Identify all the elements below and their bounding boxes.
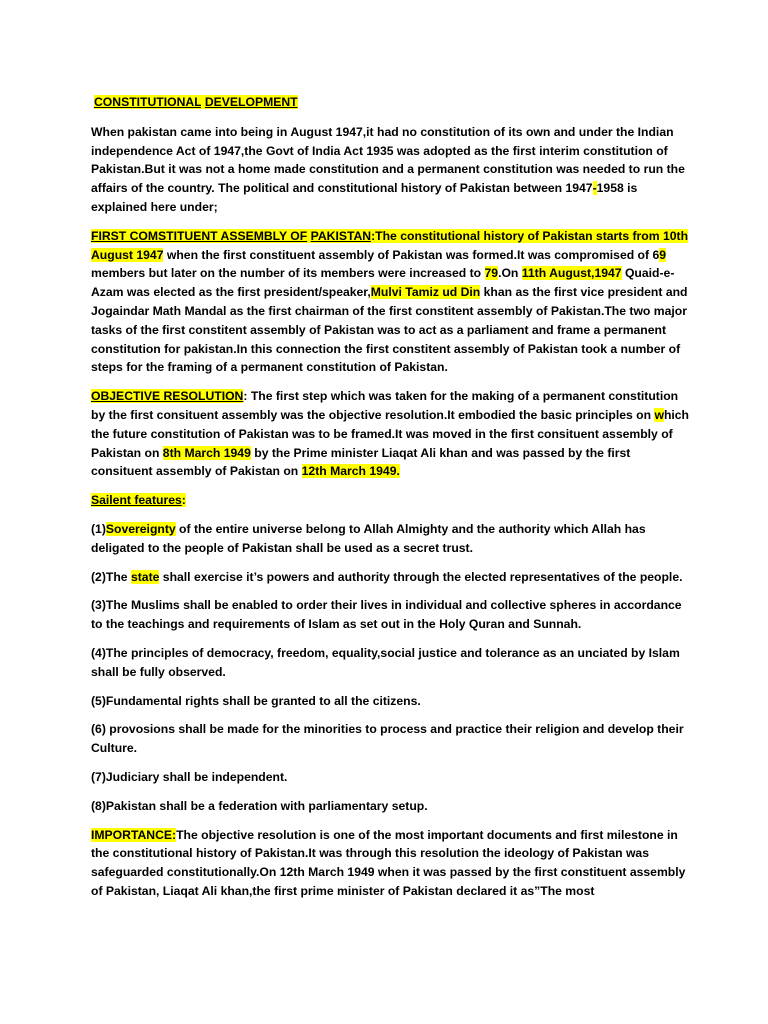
assembly-highlight-nine: 9: [659, 247, 667, 262]
feature-highlight-state: state: [130, 569, 160, 584]
document-page: [91, 93, 691, 911]
intro-text-end: 1958 is explained here under;: [91, 181, 638, 214]
assembly-text: when the first constituent assembly of Pakistan was formed.It was compromised of 6: [163, 247, 660, 262]
objective-highlight-passed-date: 12th March 1949.: [301, 464, 400, 479]
assembly-highlight-79: 79: [484, 266, 499, 281]
assembly-text: khan as the first vice president and Jogaindar Math Mandal as the first chairman of the first constitent assembly of Pakistan.The two major tasks of the first constitent assembly of Pakistan was to act as a parliament and frame a permanent constitution for pakistan.In this connection the first constitent assembly of Pakistan took a number of steps for the framing of a permanent constitution of Pakistan.: [91, 285, 688, 375]
importance-heading: IMPORTANCE:: [91, 827, 177, 842]
assembly-heading: FIRST COMSTITUENT ASSEMBLY OF: [91, 228, 308, 243]
feature-highlight-sovereignty: Sovereignty: [105, 521, 176, 536]
objective-highlight-moved-date: 8th March 1949: [162, 445, 251, 460]
feature-text: of the entire universe belong to Allah Almighty and the authority which Allah has deligated to the people of Pakistan shall be used as a secret trust.: [91, 521, 646, 555]
feature-item-4: (4)The principles of democracy, freedom, equality,social justice and tolerance as an unciated by Islam shall be fully observed.: [91, 645, 680, 679]
objective-heading: OBJECTIVE RESOLUTION: [91, 389, 244, 404]
title-word-constitutional: CONSTITUTIONAL: [94, 95, 202, 109]
feature-item-2: [91, 568, 691, 587]
title-word-development: DEVELOPMENT: [204, 95, 298, 109]
objective-text: : The first step which was taken for the making of a permanent constitution by the first consituent assembly was the objective resolution.It embodied the basic principles on: [91, 389, 679, 422]
document-title: [91, 93, 691, 112]
feature-number: (1): [91, 521, 106, 536]
feature-item-7: (7)Judiciary shall be independent.: [91, 769, 288, 784]
feature-item-8: (8)Pakistan shall be a federation with parliamentary setup.: [91, 798, 428, 813]
assembly-highlight-date: 11th August,1947: [521, 266, 622, 281]
feature-item-6: (6) provosions shall be made for the minorities to process and practice their religion and develop their Culture.: [91, 722, 684, 756]
feature-text: shall exercise it’s powers and authority through the elected representatives of the people.: [159, 569, 683, 584]
assembly-text: .On: [498, 266, 522, 281]
intro-text: When pakistan came into being in August 1947,it had no constitution of its own and under the Indian independence Act of 1947,the Govt of India Act 1935 was adopted as the first interim constitution of Pakistan.But it was not a home made constitution and a permanent constitution was needed to run the affairs of the country. The political and constitutional history of Pakistan between 1947: [91, 124, 685, 196]
features-heading: [91, 491, 691, 510]
assembly-highlight-name: Mulvi Tamiz ud Din: [370, 285, 481, 300]
importance-paragraph: [91, 826, 691, 901]
objective-paragraph: [91, 387, 691, 481]
feature-text: (2)The: [91, 569, 131, 584]
objective-text: by the Prime minister Liaqat Ali khan and was passed by the first consituent assembly of Pakistan on: [91, 445, 631, 479]
assembly-text: members but later on the number of its members were increased to: [91, 266, 485, 281]
features-heading-text: Sailent features: [91, 493, 182, 508]
feature-item-1: [91, 520, 691, 558]
feature-item-3: (3)The Muslims shall be enabled to order their lives in individual and collective spheres in accordance to the teachings and requirements of Islam as set out in the Holy Quran and Sunnah.: [91, 598, 682, 632]
objective-highlight-w: w: [654, 407, 664, 422]
features-heading-colon: :: [181, 493, 186, 508]
assembly-text: Quaid-e-Azam was elected as the first president/speaker,: [91, 266, 675, 300]
assembly-paragraph: [91, 227, 691, 377]
objective-text: hich the future constitution of Pakistan was to be framed.It was moved in the first consituent assembly of Pakistan on: [91, 407, 690, 460]
assembly-highlight-start: :The constitutional history of Pakistan starts from 10th August 1947: [91, 228, 689, 262]
feature-item-5: (5)Fundamental rights shall be granted to all the citizens.: [91, 693, 421, 708]
importance-text: The objective resolution is one of the most important documents and first milestone in the constitutional history of Pakistan.It was through this resolution the ideology of Pakistan was safeguarded constitutionally.On 12th March 1949 when it was passed by the first constituent assembly of Pakistan, Liaqat Ali khan,the first prime minister of Pakistan declared it as”The most: [91, 827, 686, 898]
assembly-heading-pakistan: PAKISTAN: [310, 228, 372, 243]
intro-paragraph: [91, 123, 691, 217]
intro-dash-highlight: -: [592, 181, 597, 196]
